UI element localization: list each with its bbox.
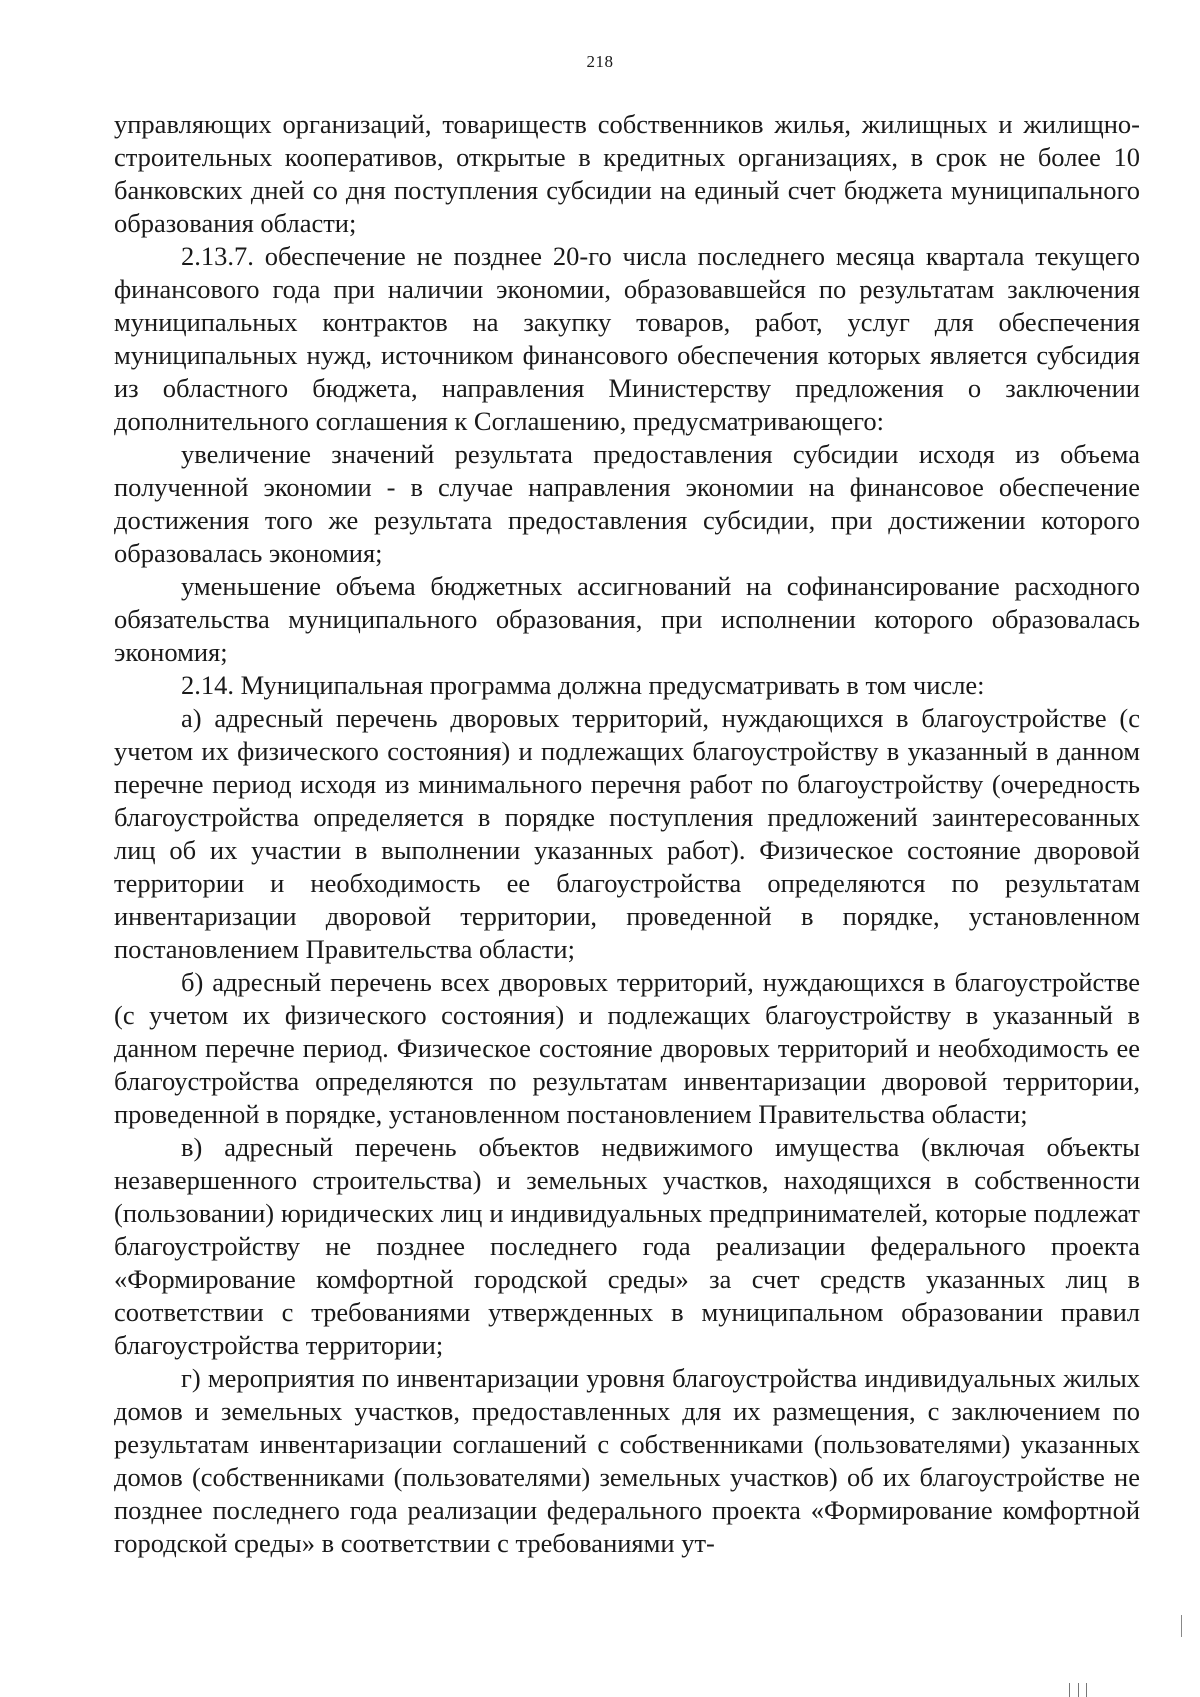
paragraph-increase: увеличение значений результата предоставления субсидии исходя из объема полученной экономии - в случае направления экономии на финансовое обеспечение достижения того же результата предоставления субсидии, при достижении которого образовалась экономия; bbox=[114, 439, 1140, 568]
paragraph-item-a: а) адресный перечень дворовых территорий, нуждающихся в благоустройстве (с учетом их физического состояния) и подлежащих благоустройству в указанный в данном перечне период исходя из минимального перечня работ по благоустройству (очередность благоустройства определяется в порядке поступления предложений заинтересованных лиц об их участии в выполнении указанных работ). Физическое состояние дворовой территории и необходимость ее благоустройства определяются по результатам инвентаризации дворовой территории, проведенной в порядке, установленном постановлением Правительства области; bbox=[114, 703, 1140, 964]
paragraph-decrease: уменьшение объема бюджетных ассигнований на софинансирование расходного обязательства муниципального образования, при исполнении которого образовалась экономия; bbox=[114, 571, 1140, 667]
paragraph-item-v: в) адресный перечень объектов недвижимого имущества (включая объекты незавершенного строительства) и земельных участков, находящихся в собственности (пользовании) юридических лиц и индивидуальных предпринимателей, которые подлежат благоустройству не позднее последнего года реализации федерального проекта «Формирование комфортной городской среды» за счет средств указанных лиц в соответствии с требованиями утвержденных в муниципальном образовании правил благоустройства территории; bbox=[114, 1132, 1140, 1360]
paragraph-2-13-7: 2.13.7. обеспечение не позднее 20-го числа последнего месяца квартала текущего финансового года при наличии экономии, образовавшейся по результатам заключения муниципальных контрактов на закупку товаров, работ, услуг для обеспечения муниципальных нужд, источником финансового обеспечения которых является субсидия из областного бюджета, направления Министерству предложения о заключении дополнительного соглашения к Соглашению, предусматривающего: bbox=[114, 241, 1140, 436]
paragraph-item-b: б) адресный перечень всех дворовых территорий, нуждающихся в благоустройстве (с учетом их физического состояния) и подлежащих благоустройству в указанный в данном перечне период. Физическое состояние дворовых территорий и необходимость ее благоустройства определяются по результатам инвентаризации дворовой территории, проведенной в порядке, установленном постановлением Правительства области; bbox=[114, 967, 1140, 1129]
scan-barcode-mark bbox=[1069, 1683, 1130, 1697]
paragraph-item-g: г) мероприятия по инвентаризации уровня благоустройства индивидуальных жилых домов и земельных участков, предоставленных для их размещения, с заключением по результатам инвентаризации соглашений с собственниками (пользователями) указанных домов (собственниками (пользователями) земельных участков) об их благоустройстве не позднее последнего года реализации федерального проекта «Формирование комфортной городской среды» в соответствии с требованиями ут- bbox=[114, 1363, 1140, 1558]
page-number: 218 bbox=[586, 52, 614, 71]
paragraph-2-14: 2.14. Муниципальная программа должна предусматривать в том числе: bbox=[181, 670, 985, 700]
scan-edge-mark bbox=[1181, 1615, 1182, 1637]
paragraph-1: управляющих организаций, товариществ собственников жилья, жилищных и жилищно-строительных кооперативов, открытые в кредитных организациях, в срок не более 10 банковских дней со дня поступления субсидии на единый счет бюджета муниципального образования области; bbox=[114, 109, 1140, 238]
document-body bbox=[114, 108, 1140, 1560]
